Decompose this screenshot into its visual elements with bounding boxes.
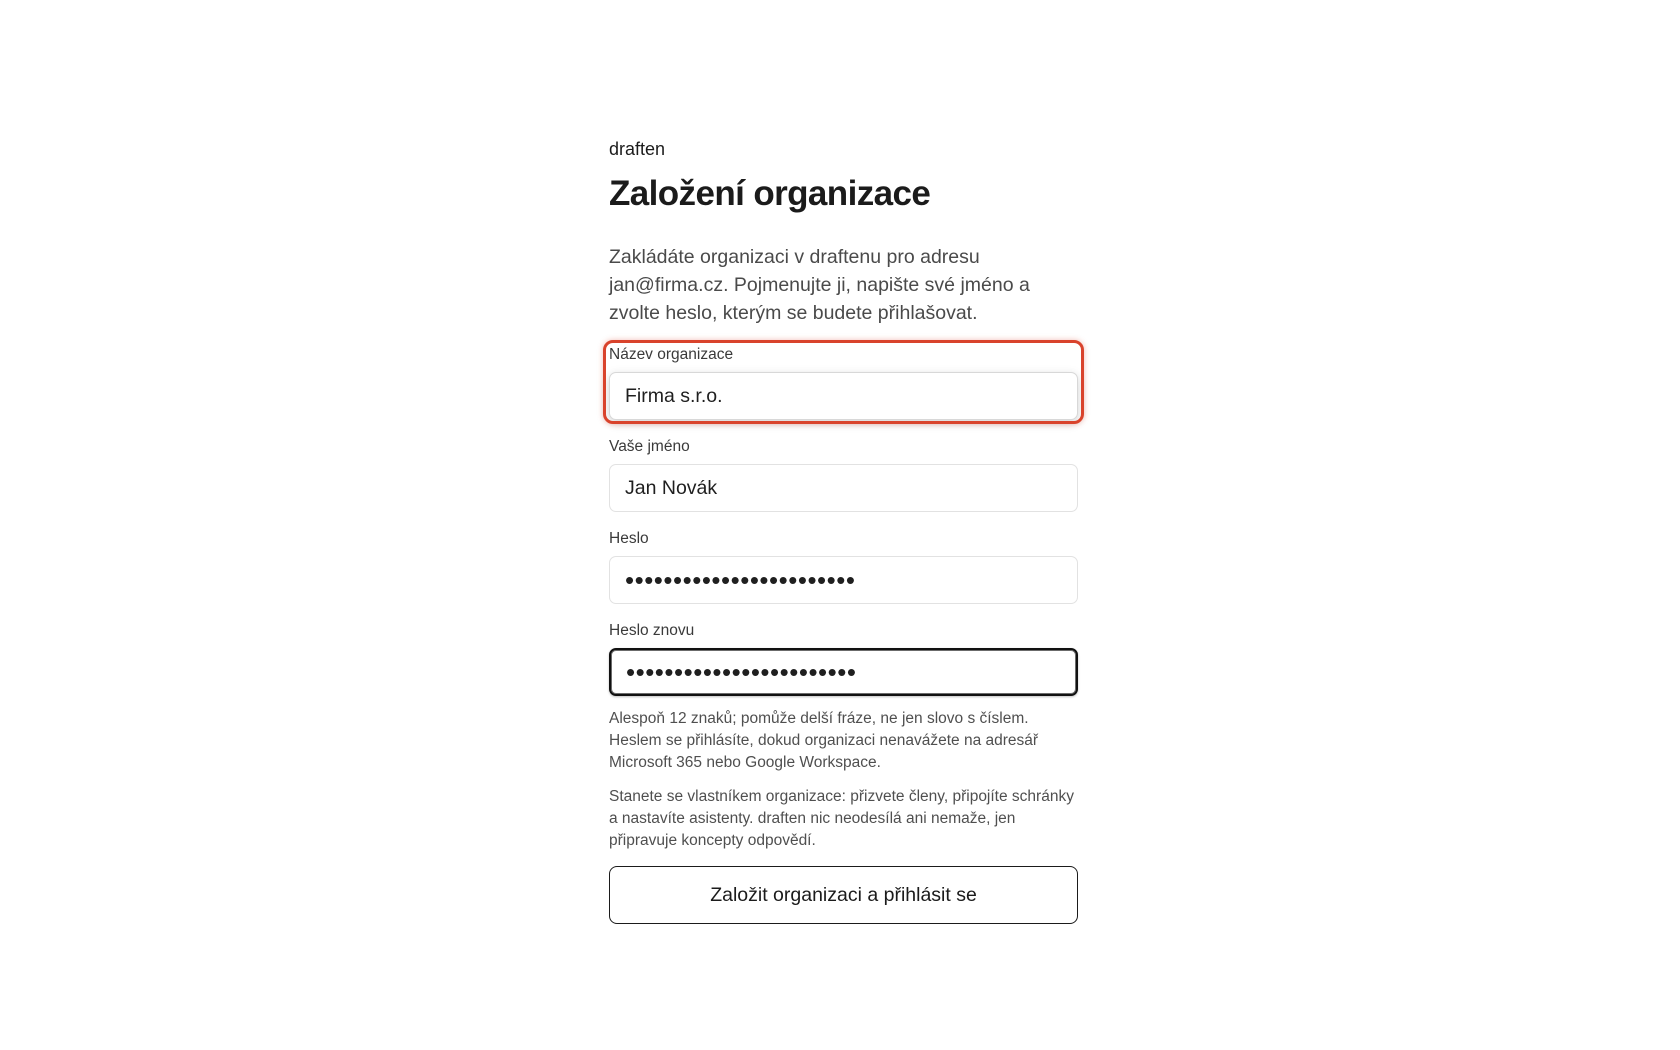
signup-card [609,138,1078,924]
your-name-input[interactable] [609,464,1078,512]
org-name-field [609,346,1078,420]
owner-note: Stanete se vlastníkem organizace: přizvete členy, připojíte schránky a nastavíte asistenty. draften nic neodesílá ani nemaže, jen připravuje koncepty odpovědí. [609,788,1074,849]
intro-text: Zakládáte organizaci v draftenu pro adresu jan@firma.cz. Pojmenujte ji, napište své jméno a zvolte heslo, kterým se budete přihlašovat. [609,246,1030,324]
page-title: Založení organizace [609,174,931,213]
password-again-input[interactable] [609,648,1078,696]
password-again-label: Heslo znovu [609,622,695,639]
password-field [609,530,1078,604]
password-again-field [609,622,1078,696]
your-name-field [609,438,1078,512]
brand-logo-text: draften [609,139,666,159]
password-input[interactable] [609,556,1078,604]
create-organization-button[interactable]: Založit organizaci a přihlásit se [609,866,1078,924]
org-name-input[interactable] [609,372,1078,420]
password-hint: Alespoň 12 znaků; pomůže delší fráze, ne jen slovo s číslem. Heslem se přihlásíte, dokud organizaci nenavážete na adresář Microsoft 365 nebo Google Workspace. [609,710,1039,771]
password-label: Heslo [609,530,649,547]
org-name-label: Název organizace [609,346,734,363]
your-name-label: Vaše jméno [609,438,690,455]
